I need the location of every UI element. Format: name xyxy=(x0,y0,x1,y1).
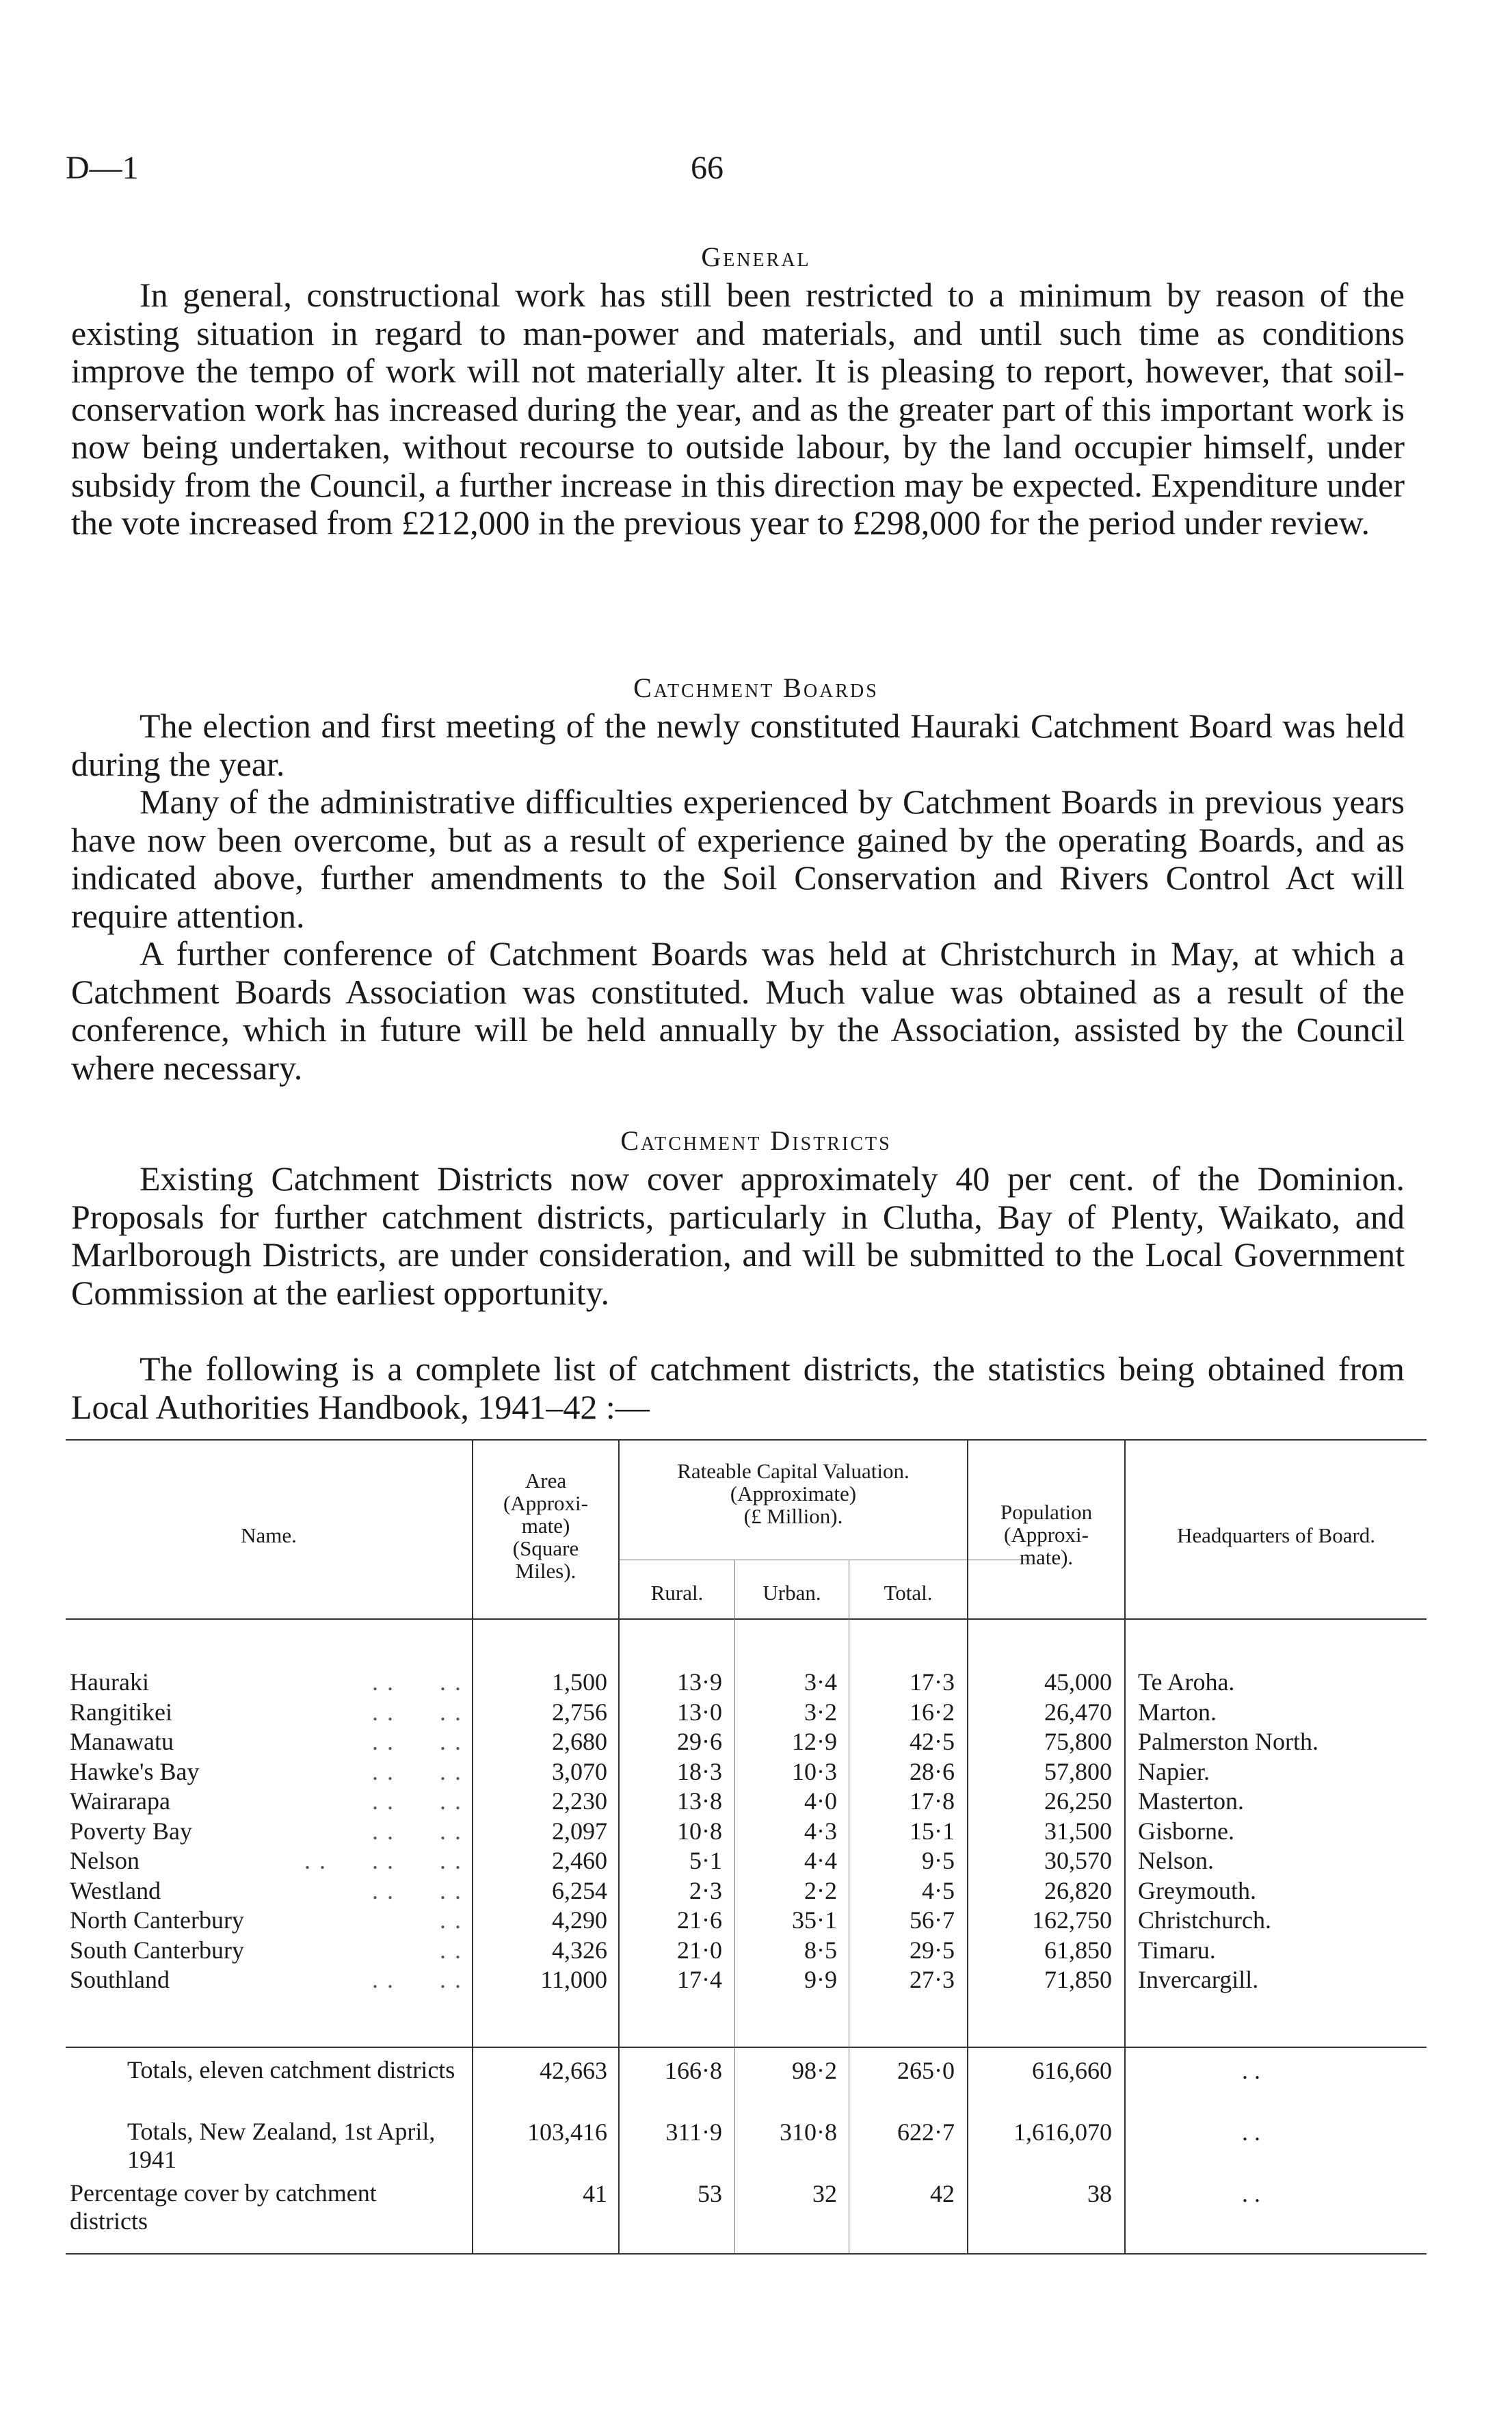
row-area: 2,097 xyxy=(552,1817,607,1845)
row-headquarters: Marton. xyxy=(1138,1698,1217,1726)
row-population: 26,250 xyxy=(1044,1787,1112,1815)
table-row xyxy=(66,1787,1427,1817)
row-leader-dots: . . . . xyxy=(372,1757,462,1785)
row-headquarters: Timaru. xyxy=(1138,1936,1216,1964)
totals-rural: 53 xyxy=(698,2180,722,2207)
row-urban: 3·2 xyxy=(804,1698,837,1726)
totals-urban: 310·8 xyxy=(780,2118,837,2146)
row-urban: 2·2 xyxy=(804,1876,837,1904)
totals-headquarters: . . xyxy=(1242,2180,1260,2207)
row-urban: 10·3 xyxy=(792,1757,837,1785)
row-total: 16·2 xyxy=(910,1698,955,1726)
row-name: Nelson xyxy=(70,1847,140,1874)
row-total: 42·5 xyxy=(910,1728,955,1755)
totals-urban: 32 xyxy=(812,2180,837,2207)
row-urban: 35·1 xyxy=(792,1906,837,1934)
totals-rural: 311·9 xyxy=(665,2118,722,2146)
header-headquarters: Headquarters of Board. xyxy=(1176,1523,1376,1547)
header-population-line: Population xyxy=(1000,1500,1093,1524)
row-leader-dots: . . . . xyxy=(372,1817,462,1845)
row-rural: 13·9 xyxy=(677,1668,722,1696)
table-row xyxy=(66,1936,1427,1966)
row-population: 26,470 xyxy=(1044,1698,1112,1726)
row-urban: 12·9 xyxy=(792,1728,837,1755)
row-total: 15·1 xyxy=(910,1817,955,1845)
row-rural: 2·3 xyxy=(689,1876,722,1904)
row-urban: 9·9 xyxy=(804,1966,837,1993)
row-area: 6,254 xyxy=(552,1876,607,1904)
row-urban: 8·5 xyxy=(804,1936,837,1964)
totals-population: 616,660 xyxy=(1032,2057,1112,2084)
row-area: 3,070 xyxy=(552,1757,607,1785)
row-total: 17·3 xyxy=(910,1668,955,1696)
row-rural: 13·8 xyxy=(677,1787,722,1815)
header-urban: Urban. xyxy=(762,1581,821,1605)
header-area-line: Miles). xyxy=(515,1559,576,1583)
row-name: Manawatu xyxy=(70,1728,174,1755)
table-row xyxy=(66,1876,1427,1906)
totals-total: 622·7 xyxy=(897,2118,955,2146)
header-population-line: (Approxi- xyxy=(1004,1523,1089,1547)
totals-total: 265·0 xyxy=(897,2057,955,2084)
row-headquarters: Palmerston North. xyxy=(1138,1728,1318,1755)
table-row xyxy=(66,1965,1427,1995)
table-row xyxy=(66,1906,1427,1936)
header-valuation xyxy=(620,1460,967,1527)
row-population: 31,500 xyxy=(1044,1817,1112,1845)
table-bottom-rule xyxy=(66,2253,1427,2255)
table-row xyxy=(66,1698,1427,1728)
table-row xyxy=(66,1846,1427,1876)
row-headquarters: Invercargill. xyxy=(1138,1966,1259,1993)
row-leader-dots: . . xyxy=(440,1936,462,1964)
row-leader-dots: . . . . xyxy=(372,1876,462,1904)
paragraph-general: In general, constructional work has still been restricted to a minimum by reason of the existing situation in regard to man-power and materials, and until such time as conditions improve the tempo of work will not materially alter. It is pleasing to report, however, that soil-conservation work has increased during the year, and as the greater part of this important work is now being undertaken, without recourse to outside labour, by the land occupier himself, under subsidy from the Council, a further increase in this direction may be expected. Expenditure under the vote increased from £212,000 in the previous year to £298,000 for the period under review. xyxy=(71,276,1405,542)
row-name: Hawke's Bay xyxy=(70,1757,200,1785)
totals-headquarters: . . xyxy=(1242,2057,1260,2084)
row-urban: 4·4 xyxy=(804,1847,837,1874)
row-population: 57,800 xyxy=(1044,1757,1112,1785)
row-area: 2,756 xyxy=(552,1698,607,1726)
header-total: Total. xyxy=(884,1581,933,1605)
totals-row-name: Totals, eleven catchment districts xyxy=(127,2056,455,2084)
header-rural: Rural. xyxy=(650,1581,704,1605)
row-headquarters: Nelson. xyxy=(1138,1847,1214,1874)
page-number: 66 xyxy=(691,150,724,186)
header-bottom-rule xyxy=(66,1618,1427,1620)
totals-separator-rule xyxy=(66,2047,1427,2048)
row-rural: 21·6 xyxy=(677,1906,722,1934)
section-title-catchment-districts: Catchment Districts xyxy=(620,1125,892,1156)
table-row xyxy=(66,1668,1427,1698)
row-name: Wairarapa xyxy=(70,1787,170,1815)
totals-area: 103,416 xyxy=(527,2118,607,2146)
row-total: 4·5 xyxy=(922,1876,955,1904)
header-valuation-line: (£ Million). xyxy=(743,1504,843,1528)
row-name: Rangitikei xyxy=(70,1698,172,1726)
row-area: 4,290 xyxy=(552,1906,607,1934)
row-name: Westland xyxy=(70,1876,161,1904)
row-total: 9·5 xyxy=(922,1847,955,1874)
header-area-line: mate) xyxy=(521,1514,570,1538)
row-headquarters: Greymouth. xyxy=(1138,1876,1256,1904)
row-name: North Canterbury xyxy=(70,1906,244,1934)
table-row xyxy=(66,1727,1427,1757)
row-total: 27·3 xyxy=(910,1966,955,1993)
row-area: 1,500 xyxy=(552,1668,607,1696)
header-area-line: Area xyxy=(525,1469,567,1493)
row-population: 61,850 xyxy=(1044,1936,1112,1964)
row-headquarters: Gisborne. xyxy=(1138,1817,1234,1845)
row-headquarters: Christchurch. xyxy=(1138,1906,1271,1934)
row-name: Hauraki xyxy=(70,1668,149,1696)
totals-row-name: Percentage cover by catchment districts xyxy=(70,2179,377,2235)
row-rural: 18·3 xyxy=(677,1757,722,1785)
row-leader-dots: . . . . xyxy=(372,1668,462,1696)
row-headquarters: Te Aroha. xyxy=(1138,1668,1235,1696)
totals-row xyxy=(66,2118,1427,2177)
section-title-general: General xyxy=(701,241,811,272)
row-rural: 13·0 xyxy=(677,1698,722,1726)
row-population: 162,750 xyxy=(1032,1906,1112,1934)
row-total: 28·6 xyxy=(910,1757,955,1785)
paragraph-catchment-districts-1: Existing Catchment Districts now cover approximately 40 per cent. of the Dominion. Proposals for further catchment districts, particularly in Clutha, Bay of Plenty, Waikato, and Marlborough Districts, are under consideration, and will be submitted to the Local Government Commission at the earliest opportunity. xyxy=(71,1159,1405,1312)
paragraph-catchment-boards-2: Many of the administrative difficulties experienced by Catchment Boards in previous years have now been overcome, but as a result of experience gained by the operating Boards, and as indicated above, further amendments to the Soil Conservation and Rivers Control Act will require attention. xyxy=(71,783,1405,935)
header-area xyxy=(473,1469,618,1582)
row-leader-dots: . . . . xyxy=(372,1966,462,1993)
header-population-line: mate). xyxy=(1019,1545,1074,1569)
totals-rural: 166·8 xyxy=(665,2057,722,2084)
header-area-line: (Square xyxy=(512,1536,579,1560)
totals-population: 1,616,070 xyxy=(1013,2118,1112,2146)
row-area: 2,460 xyxy=(552,1847,607,1874)
table-row xyxy=(66,1817,1427,1847)
row-population: 71,850 xyxy=(1044,1966,1112,1993)
row-leader-dots: . . xyxy=(440,1906,462,1934)
header-valuation-line: Rateable Capital Valuation. xyxy=(677,1459,910,1483)
row-leader-dots: . . . . xyxy=(372,1728,462,1755)
row-name: South Canterbury xyxy=(70,1936,244,1964)
row-rural: 5·1 xyxy=(689,1847,722,1874)
row-total: 56·7 xyxy=(910,1906,955,1934)
totals-total: 42 xyxy=(930,2180,955,2207)
row-rural: 10·8 xyxy=(677,1817,722,1845)
row-rural: 21·0 xyxy=(677,1936,722,1964)
paragraph-catchment-boards-3: A further conference of Catchment Boards was held at Christchurch in May, at which a Catchment Boards Association was constituted. Much value was obtained as a result of the conference, which in future will be held annually by the Association, assisted by the Council where necessary. xyxy=(71,934,1405,1087)
row-leader-dots: . . . . . . xyxy=(304,1847,462,1874)
row-population: 45,000 xyxy=(1044,1668,1112,1696)
catchment-districts-table xyxy=(66,1439,1427,2260)
paragraph-catchment-districts-2: The following is a complete list of catchment districts, the statistics being obtained from Local Authorities Handbook, 1941–42 :— xyxy=(71,1350,1405,1426)
header-area-line: (Approxi- xyxy=(503,1491,588,1515)
header-valuation-line: (Approximate) xyxy=(730,1482,857,1506)
row-area: 2,680 xyxy=(552,1728,607,1755)
row-total: 17·8 xyxy=(910,1787,955,1815)
totals-area: 42,663 xyxy=(540,2057,607,2084)
row-area: 2,230 xyxy=(552,1787,607,1815)
table-top-rule xyxy=(66,1439,1427,1441)
document-reference: D—1 xyxy=(66,150,139,186)
totals-row xyxy=(66,2179,1427,2238)
totals-row-name: Totals, New Zealand, 1st April, 1941 xyxy=(127,2118,436,2173)
header-population xyxy=(968,1501,1124,1568)
row-name: Southland xyxy=(70,1966,170,1993)
row-area: 11,000 xyxy=(540,1966,607,1993)
row-headquarters: Napier. xyxy=(1138,1757,1210,1785)
totals-population: 38 xyxy=(1087,2180,1112,2207)
section-title-catchment-boards: Catchment Boards xyxy=(633,672,879,703)
row-population: 75,800 xyxy=(1044,1728,1112,1755)
header-name: Name. xyxy=(241,1523,297,1547)
row-area: 4,326 xyxy=(552,1936,607,1964)
paragraph-catchment-boards-1: The election and first meeting of the newly constituted Hauraki Catchment Board was held during the year. xyxy=(71,707,1405,783)
row-total: 29·5 xyxy=(910,1936,955,1964)
row-urban: 3·4 xyxy=(804,1668,837,1696)
row-urban: 4·0 xyxy=(804,1787,837,1815)
row-population: 26,820 xyxy=(1044,1876,1112,1904)
row-urban: 4·3 xyxy=(804,1817,837,1845)
totals-area: 41 xyxy=(583,2180,607,2207)
row-rural: 29·6 xyxy=(677,1728,722,1755)
row-population: 30,570 xyxy=(1044,1847,1112,1874)
row-leader-dots: . . . . xyxy=(372,1787,462,1815)
row-leader-dots: . . . . xyxy=(372,1698,462,1726)
totals-headquarters: . . xyxy=(1242,2118,1260,2146)
totals-row xyxy=(66,2056,1427,2115)
row-headquarters: Masterton. xyxy=(1138,1787,1244,1815)
totals-urban: 98·2 xyxy=(792,2057,837,2084)
table-row xyxy=(66,1757,1427,1787)
row-name: Poverty Bay xyxy=(70,1817,192,1845)
row-rural: 17·4 xyxy=(677,1966,722,1993)
